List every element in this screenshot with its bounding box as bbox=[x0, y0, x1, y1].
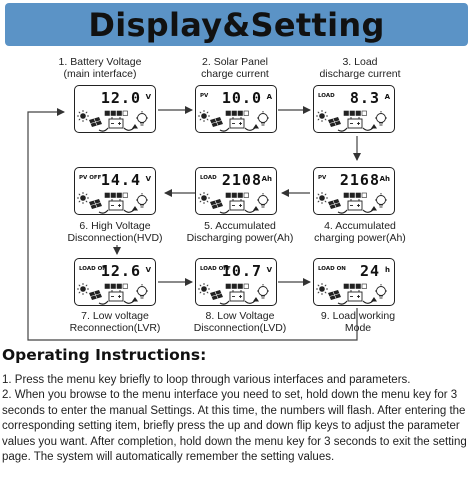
lcd-value: 12.6 bbox=[100, 262, 141, 280]
lcd-screen-s8 bbox=[195, 258, 277, 306]
screen-caption-s4 bbox=[295, 220, 425, 244]
lightbulb-icon bbox=[136, 284, 148, 298]
lcd-icons bbox=[75, 281, 157, 307]
lcd-icons bbox=[314, 190, 396, 216]
sun-icon bbox=[316, 192, 328, 204]
instructions-body bbox=[2, 373, 472, 465]
solar-panel-icon bbox=[89, 290, 102, 300]
sun-icon bbox=[77, 192, 89, 204]
lcd-unit: Ah bbox=[379, 175, 390, 183]
lcd-screen-s7 bbox=[74, 258, 156, 306]
lcd-value: 8.3 bbox=[349, 89, 380, 107]
caption-number: 3. bbox=[342, 56, 352, 68]
solar-panel-icon bbox=[89, 117, 102, 127]
screen-caption-s3 bbox=[300, 56, 420, 80]
lcd-screen-s6 bbox=[74, 167, 156, 215]
caption-number: 9. bbox=[320, 310, 330, 322]
solar-panel-icon bbox=[328, 199, 341, 209]
lightbulb-icon bbox=[257, 284, 269, 298]
page-title: Display&Setting bbox=[88, 5, 385, 44]
caption-line-2: Disconnection(LVD) bbox=[193, 322, 287, 334]
lcd-unit: h bbox=[385, 266, 390, 274]
caption-line-1 bbox=[295, 220, 425, 232]
lcd-unit: V bbox=[145, 266, 151, 274]
caption-line-1 bbox=[170, 220, 310, 232]
sun-icon bbox=[316, 283, 328, 295]
caption-line-1 bbox=[180, 56, 290, 68]
caption-title: High Voltage bbox=[91, 220, 151, 232]
caption-line-2: charging power(Ah) bbox=[314, 232, 406, 244]
solar-panel-icon bbox=[328, 290, 341, 300]
battery-icon bbox=[230, 117, 244, 128]
sun-icon bbox=[77, 283, 89, 295]
battery-icon bbox=[109, 290, 123, 301]
lcd-unit: A bbox=[384, 93, 390, 101]
instructions-title: Operating Instructions: bbox=[2, 346, 207, 364]
caption-line-1 bbox=[40, 56, 160, 68]
battery-bars-icon bbox=[226, 111, 249, 116]
lcd-screen-s4 bbox=[313, 167, 395, 215]
caption-line-2: discharge current bbox=[319, 68, 401, 80]
lightbulb-icon bbox=[375, 284, 387, 298]
solar-panel-icon bbox=[210, 199, 223, 209]
screen-caption-s8 bbox=[175, 310, 305, 334]
battery-icon bbox=[230, 290, 244, 301]
sun-icon bbox=[198, 283, 210, 295]
lightbulb-icon bbox=[375, 111, 387, 125]
solar-panel-icon bbox=[89, 199, 102, 209]
screen-caption-s7 bbox=[55, 310, 175, 334]
caption-title: Load bbox=[354, 56, 378, 68]
battery-icon bbox=[109, 199, 123, 210]
sun-icon bbox=[198, 192, 210, 204]
solar-panel-icon bbox=[210, 290, 223, 300]
lcd-screen-s2 bbox=[195, 85, 277, 133]
lcd-unit: Ah bbox=[261, 175, 272, 183]
lcd-mode-tag: LOAD ON bbox=[318, 266, 346, 272]
lcd-mode-tag: LOAD bbox=[318, 93, 335, 99]
battery-icon bbox=[348, 199, 362, 210]
lcd-unit: A bbox=[266, 93, 272, 101]
battery-bars-icon bbox=[226, 284, 249, 289]
battery-bars-icon bbox=[344, 111, 367, 116]
caption-line-1 bbox=[55, 310, 175, 322]
caption-number: 7. bbox=[81, 310, 90, 322]
sun-icon bbox=[77, 110, 89, 122]
lightbulb-icon bbox=[257, 193, 269, 207]
lcd-unit: V bbox=[266, 266, 272, 274]
lcd-mode-tag: LOAD ON bbox=[79, 266, 107, 272]
battery-bars-icon bbox=[105, 193, 128, 198]
lcd-icons bbox=[314, 108, 396, 134]
battery-bars-icon bbox=[105, 111, 128, 116]
lcd-value: 12.0 bbox=[100, 89, 141, 107]
caption-number: 5. bbox=[204, 220, 213, 232]
battery-icon bbox=[348, 290, 362, 301]
caption-line-1 bbox=[175, 310, 305, 322]
battery-bars-icon bbox=[105, 284, 128, 289]
lcd-value: 24 bbox=[359, 262, 380, 280]
caption-line-1 bbox=[298, 310, 418, 322]
caption-title: Load working bbox=[332, 310, 396, 322]
battery-bars-icon bbox=[344, 284, 367, 289]
solar-panel-icon bbox=[328, 117, 341, 127]
lcd-icons bbox=[75, 190, 157, 216]
solar-panel-icon bbox=[210, 117, 223, 127]
caption-title: Accumulated bbox=[335, 220, 396, 232]
caption-number: 1. bbox=[58, 56, 68, 68]
battery-icon bbox=[348, 117, 362, 128]
lcd-icons bbox=[314, 281, 396, 307]
caption-title: Low Voltage bbox=[217, 310, 275, 322]
battery-icon bbox=[230, 199, 244, 210]
caption-number: 6. bbox=[79, 220, 89, 232]
instruction-step-2: 2. When you browse to the menu interface you need to set, hold down the menu key for 3 seconds to enter the manual Settings. At this time, the numbers will flash. After entering the corresponding setting item, briefly press the up and down flip keys to adjust the parameter values you want. After completion, hold down the menu key for 3 seconds to exit the setting page. The system will automatically remember the setting values. bbox=[2, 389, 467, 464]
lightbulb-icon bbox=[257, 111, 269, 125]
lcd-icons bbox=[75, 108, 157, 134]
lcd-icons bbox=[196, 190, 278, 216]
lcd-icons bbox=[196, 108, 278, 134]
caption-line-2: Discharging power(Ah) bbox=[186, 232, 294, 244]
lcd-unit: V bbox=[145, 175, 151, 183]
caption-title: Battery Voltage bbox=[70, 56, 142, 68]
sun-icon bbox=[316, 110, 328, 122]
lcd-screen-s1 bbox=[74, 85, 156, 133]
caption-number: 4. bbox=[324, 220, 333, 232]
lcd-unit: V bbox=[145, 93, 151, 101]
lcd-value: 2108 bbox=[221, 171, 262, 189]
lcd-mode-tag: PV bbox=[318, 175, 327, 181]
caption-line-1 bbox=[55, 220, 175, 232]
caption-line-2: Mode bbox=[344, 322, 372, 334]
caption-line-2: charge current bbox=[201, 68, 269, 80]
caption-line-2: Disconnection(HVD) bbox=[67, 232, 163, 244]
screen-caption-s1 bbox=[40, 56, 160, 80]
lightbulb-icon bbox=[136, 193, 148, 207]
lcd-value: 14.4 bbox=[100, 171, 141, 189]
lcd-mode-tag: PV OFF bbox=[79, 175, 102, 181]
caption-number: 2. bbox=[202, 56, 211, 68]
caption-title: Low voltage bbox=[92, 310, 149, 322]
battery-bars-icon bbox=[344, 193, 367, 198]
lcd-mode-tag: LOAD OFF bbox=[200, 266, 231, 272]
lcd-mode-tag: LOAD bbox=[200, 175, 217, 181]
lcd-value: 2168 bbox=[339, 171, 380, 189]
caption-title: Solar Panel bbox=[213, 56, 268, 68]
battery-icon bbox=[109, 117, 123, 128]
lcd-screen-s5 bbox=[195, 167, 277, 215]
battery-bars-icon bbox=[226, 193, 249, 198]
lcd-value: 10.0 bbox=[221, 89, 262, 107]
caption-number: 8. bbox=[205, 310, 215, 322]
lcd-icons bbox=[196, 281, 278, 307]
caption-title: Accumulated bbox=[215, 220, 276, 232]
sun-icon bbox=[198, 110, 210, 122]
screen-caption-s9 bbox=[298, 310, 418, 334]
instruction-step-1: 1. Press the menu key briefly to loop through various interfaces and parameters. bbox=[2, 374, 411, 386]
screen-caption-s6 bbox=[55, 220, 175, 244]
caption-line-1 bbox=[300, 56, 420, 68]
lcd-mode-tag: PV bbox=[200, 93, 209, 99]
lcd-screen-s9 bbox=[313, 258, 395, 306]
lightbulb-icon bbox=[375, 193, 387, 207]
screen-caption-s2 bbox=[180, 56, 290, 80]
lcd-screen-s3 bbox=[313, 85, 395, 133]
caption-line-2: Reconnection(LVR) bbox=[69, 322, 161, 334]
lcd-value: 10.7 bbox=[221, 262, 262, 280]
caption-line-2: (main interface) bbox=[63, 68, 137, 80]
lightbulb-icon bbox=[136, 111, 148, 125]
screen-caption-s5 bbox=[170, 220, 310, 244]
